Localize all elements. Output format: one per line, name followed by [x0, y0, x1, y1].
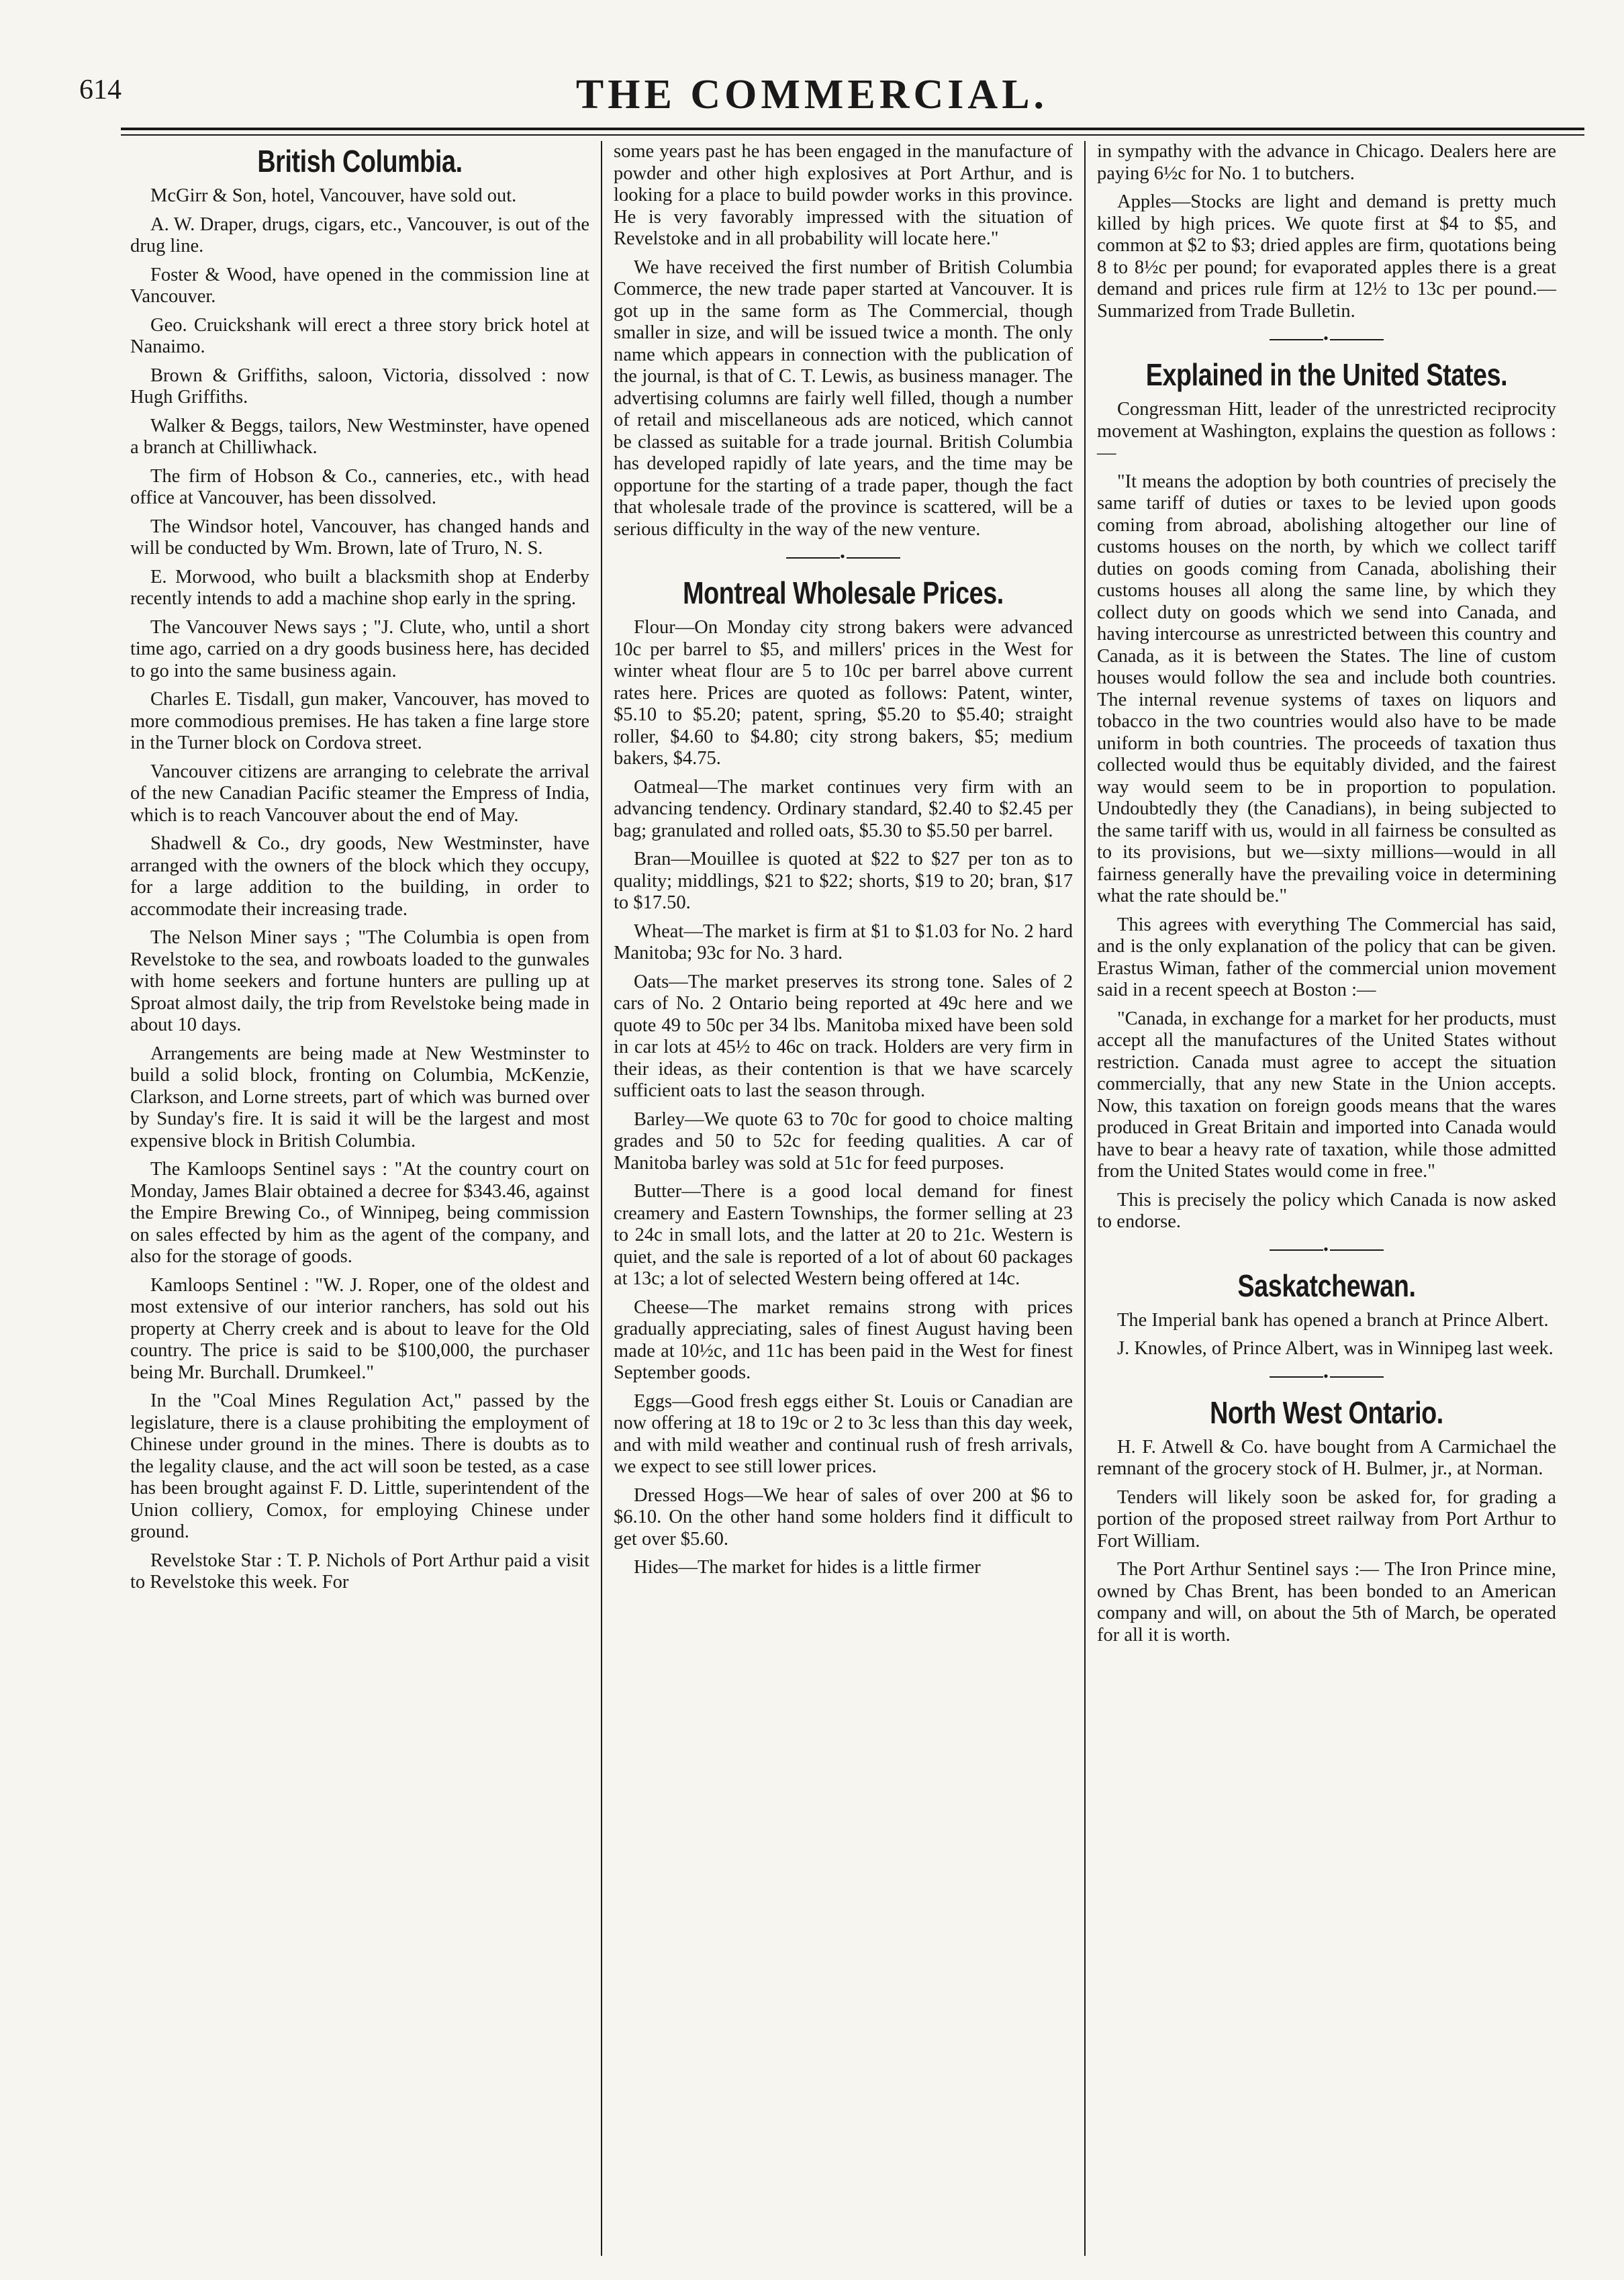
separator-dot: • [1323, 330, 1330, 346]
page-number: 614 [79, 75, 122, 105]
column-1 [121, 141, 599, 2256]
article-paragraph: Wheat—The market is firm at $1 to $1.03 for No. 2 hard Manitoba; 93c for No. 3 hard. [614, 920, 1073, 963]
article-paragraph: Kamloops Sentinel : "W. J. Roper, one of the oldest and most extensive of our interior ranchers, has sold out his property at Cherry creek and is about to leave for the Old country. The price is said to be $100,000, the purchaser being Mr. Burchall. Drumkeel." [130, 1274, 589, 1383]
article-paragraph: The Imperial bank has opened a branch at Prince Albert. [1117, 1309, 1549, 1331]
section-separator [1097, 1368, 1556, 1384]
article-paragraph: This is precisely the policy which Canada is now asked to endorse. [1097, 1189, 1556, 1232]
article-paragraph: The Nelson Miner says ; "The Columbia is open from Revelstoke to the sea, and rowboats loaded to the gunwales with home seekers and fortune hunters are pulling up at Sproat almost daily, the trip from Revelstoke being made in about 10 days. [130, 927, 589, 1035]
separator-dot: • [1323, 1240, 1330, 1257]
article-paragraph: Tenders will likely soon be asked for, for grading a portion of the proposed street railway from Port Arthur to Fort William. [1097, 1486, 1556, 1552]
article-paragraph: some years past he has been engaged in the manufacture of powder and other high explosives at Port Arthur, and is looking for a place to build powder works in this province. He is very favorably impressed with the situation of Revelstoke and in all probability will locate here." [614, 141, 1073, 249]
column-2 [604, 141, 1082, 2256]
article-paragraph: Apples—Stocks are light and demand is pretty much killed by high prices. We quote first at $4 to $5, and common at $2 to $3; dried apples are firm, quotations being 8 to 8½c per pound; for evaporated apples there is a great demand and prices rule firm at 12½ to 13c per pound.—Summarized from Trade Bulletin. [1097, 191, 1556, 322]
article-paragraph: Vancouver citizens are arranging to celebrate the arrival of the new Canadian Pacific steamer the Empress of India, which is to reach Vancouver about the end of May. [130, 761, 589, 826]
masthead-title: THE COMMERCIAL. [575, 72, 1049, 117]
article-paragraph: We have received the first number of British Columbia Commerce, the new trade paper started at Vancouver. It is got up in the same form as The Commercial, though smaller in size, and will be issued twice a month. The only name which appears in connection with the publication of the journal, is that of C. T. Lewis, as business manager. The advertising columns are fairly well filled, though a number of retail and miscellaneous ads are noticed, which cannot be classed as suitable for a trade journal. British Columbia has developed rapidly of late years, and the time may be opportune for the starting of a trade paper, though the fact that wholesale trade of the province is scattered, will be a serious difficulty in the way of the new venture. [614, 256, 1073, 540]
article-paragraph: The Port Arthur Sentinel says :— The Iron Prince mine, owned by Chas Brent, has been bonded to an American company and will, on about the 5th of March, be operated for all it is worth. [1097, 1559, 1556, 1646]
article-paragraph: Brown & Griffiths, saloon, Victoria, dissolved : now Hugh Griffiths. [130, 365, 589, 408]
column-divider [601, 141, 602, 2256]
article-paragraph: E. Morwood, who built a blacksmith shop at Enderby recently intends to add a machine shop early in the spring. [130, 566, 589, 609]
article-paragraph: The Vancouver News says ; "J. Clute, who, until a short time ago, carried on a dry goods business here, has decided to go into the same business again. [130, 616, 589, 681]
article-columns [121, 141, 1584, 2256]
section-title: British Columbia. [257, 144, 463, 179]
column-divider [1084, 141, 1086, 2256]
article-paragraph: Hides—The market for hides is a little firmer [634, 1557, 981, 1578]
article-paragraph: Flour—On Monday city strong bakers were advanced 10c per barrel to $5, and millers' prices in the West for winter wheat flour are 5 to 10c per barrel above current rates here. Prices are quoted as follows: Patent, winter, $5.10 to $5.20; patent, spring, $5.20 to $5.40; straight roller, $4.60 to $4.80; city strong bakers, $5; medium bakers, $4.75. [614, 617, 1073, 769]
article-paragraph: The firm of Hobson & Co., canneries, etc., with head office at Vancouver, has been dissolved. [130, 465, 589, 508]
section-title: Explained in the United States. [1145, 357, 1508, 392]
section-separator [1097, 1241, 1556, 1257]
section-title: Montreal Wholesale Prices. [683, 575, 1004, 610]
section-separator [614, 549, 1073, 565]
article-paragraph: A. W. Draper, drugs, cigars, etc., Vancouver, is out of the drug line. [130, 213, 589, 256]
article-paragraph: McGirr & Son, hotel, Vancouver, have sold out. [150, 185, 517, 206]
header-rule-thin [121, 134, 1584, 136]
article-paragraph: This agrees with everything The Commercial has said, and is the only explanation of the policy that can be given. Erastus Wiman, father of the commercial union movement said in a recent speech at Boston :— [1097, 914, 1556, 1000]
article-paragraph: "Canada, in exchange for a market for her products, must accept all the manufactures of the United States without restriction. Canada must agree to accept the situation commercially, that any new State in the Union accepts. Now, this taxation on foreign goods means that the wares produced in Great Britain and imported into Canada would have to bear a heavy rate of taxation, while those admitted from the United States would come in free." [1097, 1008, 1556, 1182]
article-paragraph: Arrangements are being made at New Westminster to build a solid block, fronting on Columbia, McKenzie, Clarkson, and Lorne streets, part of which was burned over by Sunday's fire. It is said it will be the largest and most expensive block in British Columbia. [130, 1043, 589, 1151]
section-separator [1097, 330, 1556, 346]
article-paragraph: H. F. Atwell & Co. have bought from A Carmichael the remnant of the grocery stock of H. Bulmer, jr., at Norman. [1097, 1436, 1556, 1479]
page-header [0, 74, 1624, 128]
article-paragraph: The Windsor hotel, Vancouver, has changed hands and will be conducted by Wm. Brown, late of Truro, N. S. [130, 516, 589, 559]
article-paragraph: Dressed Hogs—We hear of sales of over 200 at $6 to $6.10. On the other hand some holders find it difficult to get over $5.60. [614, 1484, 1073, 1550]
section-title: North West Ontario. [1210, 1394, 1443, 1430]
section-title: Saskatchewan. [1237, 1268, 1416, 1303]
article-paragraph: In the "Coal Mines Regulation Act," passed by the legislature, there is a clause prohibiting the employment of Chinese under ground in the mines. There is doubts as to the legality clause, and the act will soon be tested, as a case has been brought against F. D. Little, superintendent of the Union colliery, Comox, for employing Chinese under ground. [130, 1390, 589, 1542]
article-paragraph: Congressman Hitt, leader of the unrestricted reciprocity movement at Washington, explains the question as follows :— [1097, 399, 1556, 463]
article-paragraph: The Kamloops Sentinel says : "At the country court on Monday, James Blair obtained a decree for $343.46, against the Empire Brewing Co., of Winnipeg, being commission on sales effected by him as the agent of the company, and also for the storage of goods. [130, 1159, 589, 1267]
article-paragraph: Revelstoke Star : T. P. Nichols of Port Arthur paid a visit to Revelstoke this week. For [130, 1550, 589, 1593]
article-paragraph: Geo. Cruickshank will erect a three story brick hotel at Nanaimo. [130, 314, 589, 357]
article-paragraph: Shadwell & Co., dry goods, New Westminster, have arranged with the owners of the block which they occupy, for a large addition to the building, in order to accommodate their increasing trade. [130, 833, 589, 920]
separator-dot: • [840, 548, 847, 565]
header-rule [121, 128, 1584, 130]
article-paragraph: J. Knowles, of Prince Albert, was in Winnipeg last week. [1117, 1338, 1554, 1359]
article-paragraph: Barley—We quote 63 to 70c for good to choice malting grades and 50 to 52c for feeding qualities. A car of Manitoba barley was sold at 51c for feed purposes. [614, 1108, 1073, 1174]
separator-dot: • [1323, 1367, 1330, 1384]
article-paragraph: in sympathy with the advance in Chicago. Dealers here are paying 6½c for No. 1 to butchers. [1097, 141, 1556, 184]
article-paragraph: Foster & Wood, have opened in the commission line at Vancouver. [130, 264, 589, 307]
article-paragraph: Butter—There is a good local demand for finest creamery and Eastern Townships, the former selling at 23 to 24c in small lots, and the latter at 20 to 21c. Western is quiet, and the sale is reported of a lot of about 60 packages at 13c; a lot of selected Western being offered at 14c. [614, 1181, 1073, 1289]
article-paragraph: "It means the adoption by both countries of precisely the same tariff of duties or taxes to be levied upon goods coming from abroad, abolishing altogether our line of customs houses on the north, by which we collect tariff duties on goods coming from Canada, abolishing their customs houses all along the same line, by which they collect duty on goods which we send into Canada, and having intercourse as unrestricted between this country and Canada, as it is between the States. The line of custom houses would follow the sea and include both countries. The internal revenue systems of taxes on liquors and tobacco in the two countries would also have to be made uniform in both countries. The proceeds of taxation thus collected would thus be equitably divided, and the fairest way would seem to be in proportion to population. Undoubtedly they (the Canadians), in being subjected to the same tariff with us, would in all fairness be consulted as to its provisions, but we—sixty millions—would in all fairness generally have the prevailing voice in determining what the rate should be." [1097, 471, 1556, 906]
article-paragraph: Bran—Mouillee is quoted at $22 to $27 per ton as to quality; middlings, $21 to $22; shorts, $19 to 20; bran, $17 to $17.50. [614, 849, 1073, 913]
article-paragraph: Oats—The market preserves its strong tone. Sales of 2 cars of No. 2 Ontario being reported at 49c here and we quote 49 to 50c per 34 lbs. Manitoba mixed have been sold in car lots at 45½ to 46c on track. Holders are very firm in their ideas, as their contention is that we have scarcely sufficient oats to last the season through. [614, 971, 1073, 1101]
article-paragraph: Eggs—Good fresh eggs either St. Louis or Canadian are now offering at 18 to 19c or 2 to 3c less than this day week, and with mild weather and continual rush of fresh arrivals, we expect to see still lower prices. [614, 1390, 1073, 1477]
article-paragraph: Cheese—The market remains strong with prices gradually appreciating, sales of finest August having been made at 10½c, and 11c has been paid in the West for finest September goods. [614, 1296, 1073, 1383]
article-paragraph: Walker & Beggs, tailors, New Westminster, have opened a branch at Chilliwhack. [130, 415, 589, 458]
article-paragraph: Charles E. Tisdall, gun maker, Vancouver, has moved to more commodious premises. He has taken a fine large store in the Turner block on Cordova street. [130, 689, 589, 753]
column-3 [1088, 141, 1566, 2256]
article-paragraph: Oatmeal—The market continues very firm with an advancing tendency. Ordinary standard, $2.40 to $2.45 per bag; granulated and rolled oats, $5.30 to $5.50 per barrel. [614, 776, 1073, 841]
